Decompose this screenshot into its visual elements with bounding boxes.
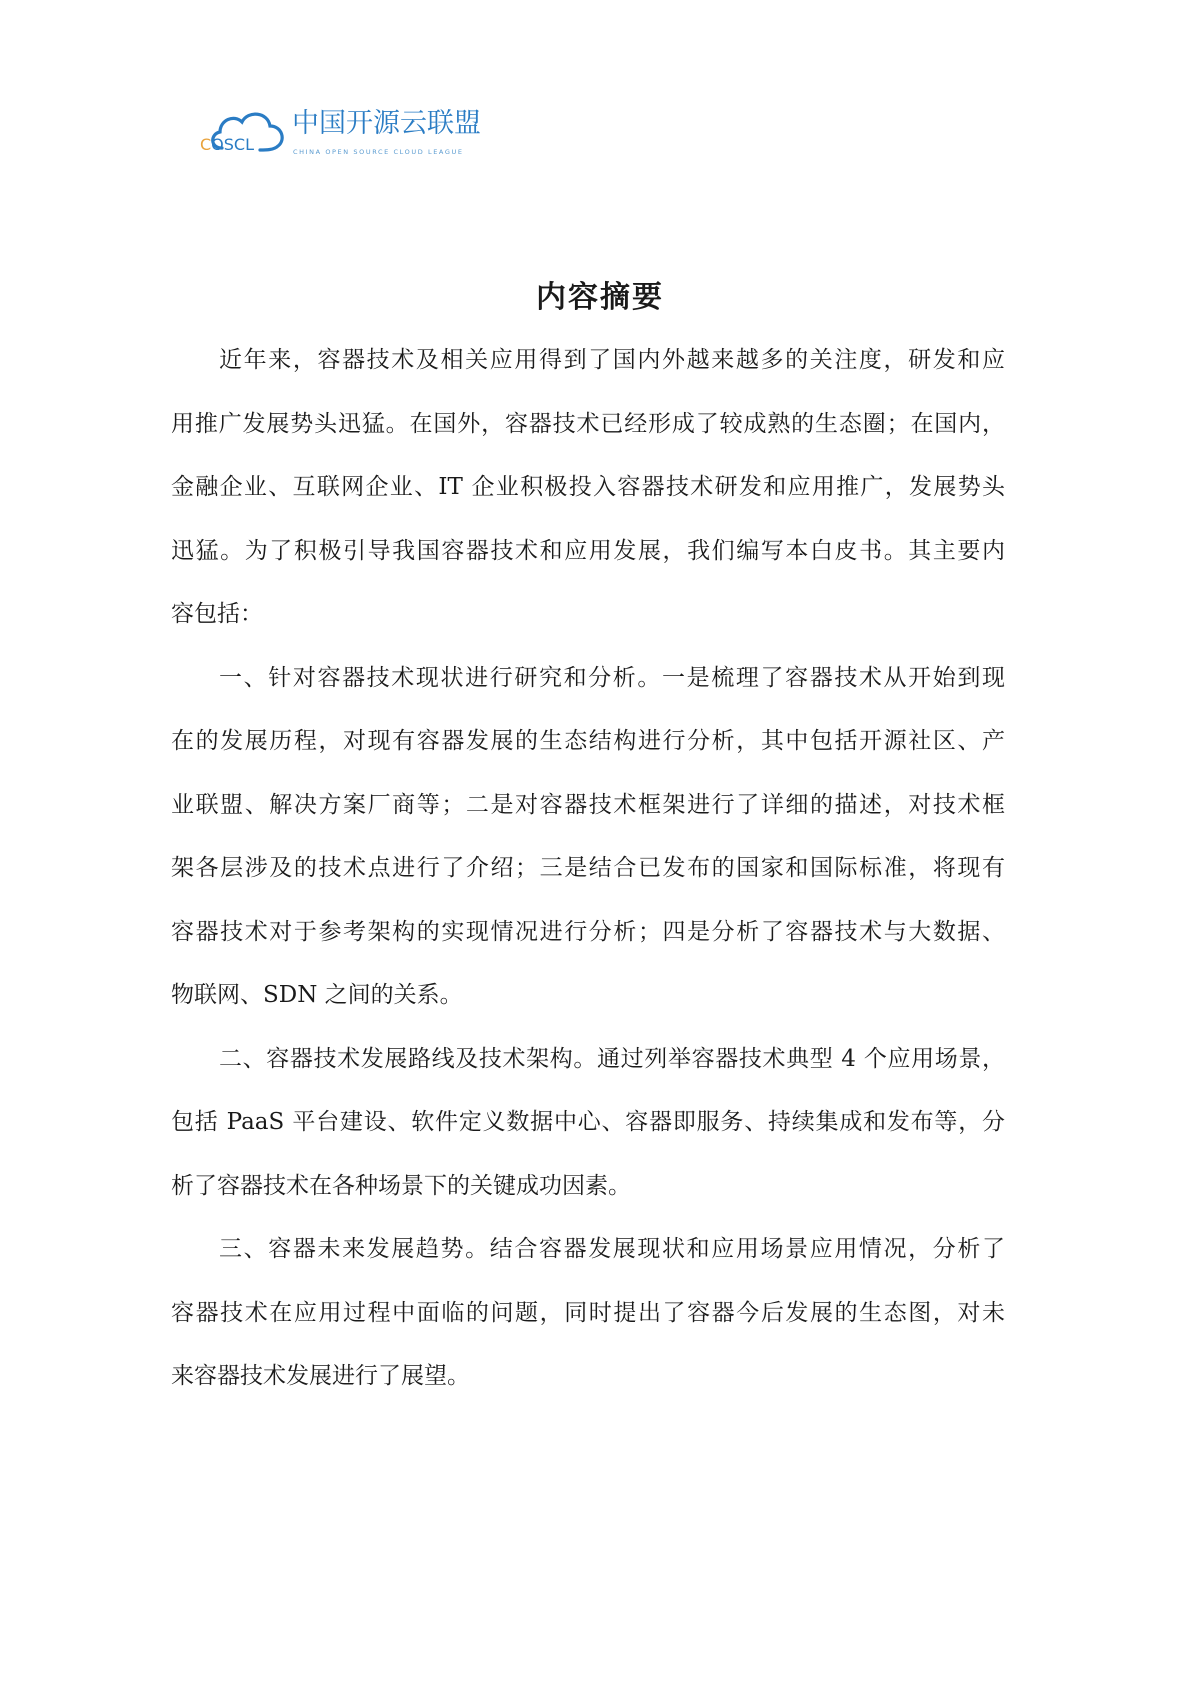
svg-text:COSCL: COSCL xyxy=(200,135,255,154)
paragraph-line: 三、容器未来发展趋势。结合容器发展现状和应用场景应用情况，分析了 xyxy=(219,1236,1005,1262)
summary-body xyxy=(171,329,1005,1409)
paragraph-line: 容包括： xyxy=(171,601,263,627)
paragraph xyxy=(171,1218,1005,1409)
cloud-logo-icon xyxy=(200,104,290,162)
paragraph-line: 容器技术对于参考架构的实现情况进行分析；四是分析了容器技术与大数据、 xyxy=(171,918,1005,945)
paragraph xyxy=(171,329,1005,647)
paragraph-line: 业联盟、解决方案厂商等；二是对容器技术框架进行了详细的描述，对技术框 xyxy=(171,791,1005,818)
paragraph xyxy=(171,647,1005,1028)
paragraph-line: 金融企业、互联网企业、IT 企业积极投入容器技术研发和应用推广，发展势头 xyxy=(171,474,1005,500)
paragraph-line: 迅猛。为了积极引导我国容器技术和应用发展，我们编写本白皮书。其主要内 xyxy=(171,537,1005,564)
paragraph xyxy=(171,1028,1005,1219)
paragraph-line: 包括 PaaS 平台建设、软件定义数据中心、容器即服务、持续集成和发布等，分 xyxy=(171,1109,1005,1135)
logo-english-name: CHINA OPEN SOURCE CLOUD LEAGUE xyxy=(293,148,464,156)
paragraph-line: 容器技术在应用过程中面临的问题，同时提出了容器今后发展的生态图，对未 xyxy=(171,1299,1005,1326)
page-title: 内容摘要 xyxy=(536,280,664,315)
paragraph-line: 析了容器技术在各种场景下的关键成功因素。 xyxy=(171,1172,631,1199)
paragraph-line: 在的发展历程，对现有容器发展的生态结构进行分析，其中包括开源社区、产 xyxy=(171,728,1005,754)
paragraph-line: 一、针对容器技术现状进行研究和分析。一是梳理了容器技术从开始到现 xyxy=(219,664,1005,691)
paragraph-line: 用推广发展势头迅猛。在国外，容器技术已经形成了较成熟的生态圈；在国内， xyxy=(171,410,1005,437)
coscl-logo xyxy=(200,104,490,164)
paragraph-line: 二、容器技术发展路线及技术架构。通过列举容器技术典型 4 个应用场景， xyxy=(219,1045,1005,1072)
paragraph-line: 架各层涉及的技术点进行了介绍；三是结合已发布的国家和国际标准，将现有 xyxy=(171,855,1005,881)
paragraph-line: 近年来，容器技术及相关应用得到了国内外越来越多的关注度，研发和应 xyxy=(219,347,1005,373)
paragraph-line: 来容器技术发展进行了展望。 xyxy=(171,1363,470,1389)
logo-chinese-name: 中国开源云联盟 xyxy=(292,108,481,139)
paragraph-line: 物联网、SDN 之间的关系。 xyxy=(171,982,463,1008)
